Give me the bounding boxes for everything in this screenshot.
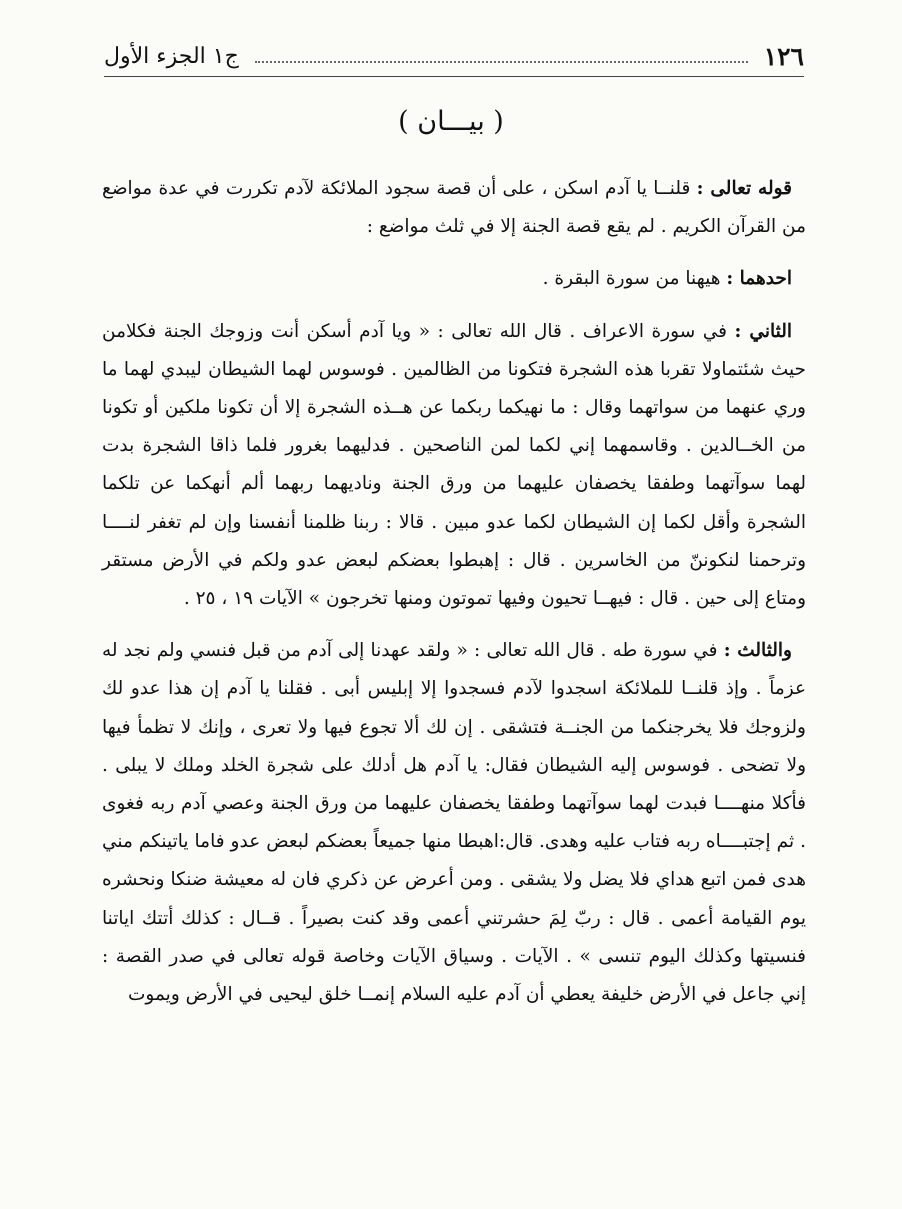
paragraph-first — [102, 260, 806, 298]
paragraph-lead: قوله تعالى : — [696, 178, 793, 199]
paragraph-text: في سورة الاعراف . قال الله تعالى : « ويا آدم أسكن أنت وزوجك الجنة فكلامن حيث شئتماولا تقربا هذه الشجرة فتكونا من الظالمين . فوسوس لهما الشيطان ليبدي لهما ما وري عنهما من سواتهما وقال : ما نهيكما ربكما عن هــذه الشجرة إلا أن تكونا ملكين أو تكونا من الخــالدين . وقاسمهما إني لكما لمن الناصحين . فدليهما بغرور فلما ذاقا الشجرة بدت لهما سوآتهما وطفقا يخصفان عليهما من ورق الجنة وناديهما ربهما ألم أنهكما عن تلكما الشجرة وأقل لكما إن الشيطان لكما عدو مبين . قالا : ربنا ظلمنا أنفسنا وإن لم تغفر لنــــا وترحمنا لنكوننّ من الخاسرين . قال : إهبطوا بعضكم لبعض عدو ولكم في الأرض مستقر ومتاع إلى حين . قال : فيهــا تحيون وفيها تموتون ومنها تخرجون » الآيات ١٩ ، ٢٥ . — [102, 320, 806, 610]
body-text — [102, 170, 806, 1028]
paragraph-second — [102, 313, 806, 619]
paragraph-text: هيهنا من سورة البقرة . — [542, 268, 727, 290]
paragraph-lead: احدهما : — [726, 268, 792, 290]
paragraph-third — [102, 632, 806, 1014]
page-header — [104, 36, 804, 77]
paragraph-intro — [102, 170, 806, 246]
paragraph-text: قلنــا يا آدم اسكن ، على أن قصة سجود الملائكة لآدم تكررت في عدة مواضع من القرآن الكريم . لم يقع قصة الجنة إلا في ثلث مواضع : — [102, 178, 806, 238]
running-title: ج١ الجزء الأول — [104, 43, 239, 69]
paragraph-text: في سورة طه . قال الله تعالى : « ولقد عهدنا إلى آدم من قبل فنسي ولم نجد له عزماً . وإذ قلنــا للملائكة اسجدوا لآدم فسجدوا إلا إبليس أبى . فقلنا يا آدم إن هذا عدو لك ولزوجك فلا يخرجنكما من الجنــة فتشقى . إن لك ألا تجوع فيها ولا تعرى ، وإنك لا تظمأ فيها ولا تضحى . فوسوس إليه الشيطان فقال: يا آدم هل أدلك على شجرة الخلد وملك لا يبلى . فأكلا منهــــا فبدت لهما سوآتهما وطفقا يخصفان عليهما من ورق الجنة وعصي آدم ربه فغوى . ثم إجتبــــاه ربه فتاب عليه وهدى. قال:اهبطا منها جميعاً بعضكم لبعض عدو فاما ياتينكم مني هدى فمن اتبع هداي فلا يضل ولا يشقى . ومن أعرض عن ذكري فان له معيشة ضنكا ونحشره يوم القيامة أعمى . قال : ربّ لِمَ حشرتني أعمى وقد كنت بصيراً . قــال : كذلك أتتك اياتنا فنسيتها وكذلك اليوم تنسى » . الآيات . وسياق الآيات وخاصة قوله تعالى في صدر القصة : إني جاعل في الأرض خليفة يعطي أن آدم عليه السلام إنمــا خلق ليحيى في الأرض ويموت — [102, 640, 806, 1006]
paragraph-lead: والثالث : — [723, 640, 792, 662]
paragraph-lead: الثاني : — [734, 320, 792, 342]
page-number: ١٢٦ — [763, 41, 804, 71]
section-title: ( بيـــان ) — [398, 106, 504, 137]
header-leader-dots — [255, 49, 748, 63]
